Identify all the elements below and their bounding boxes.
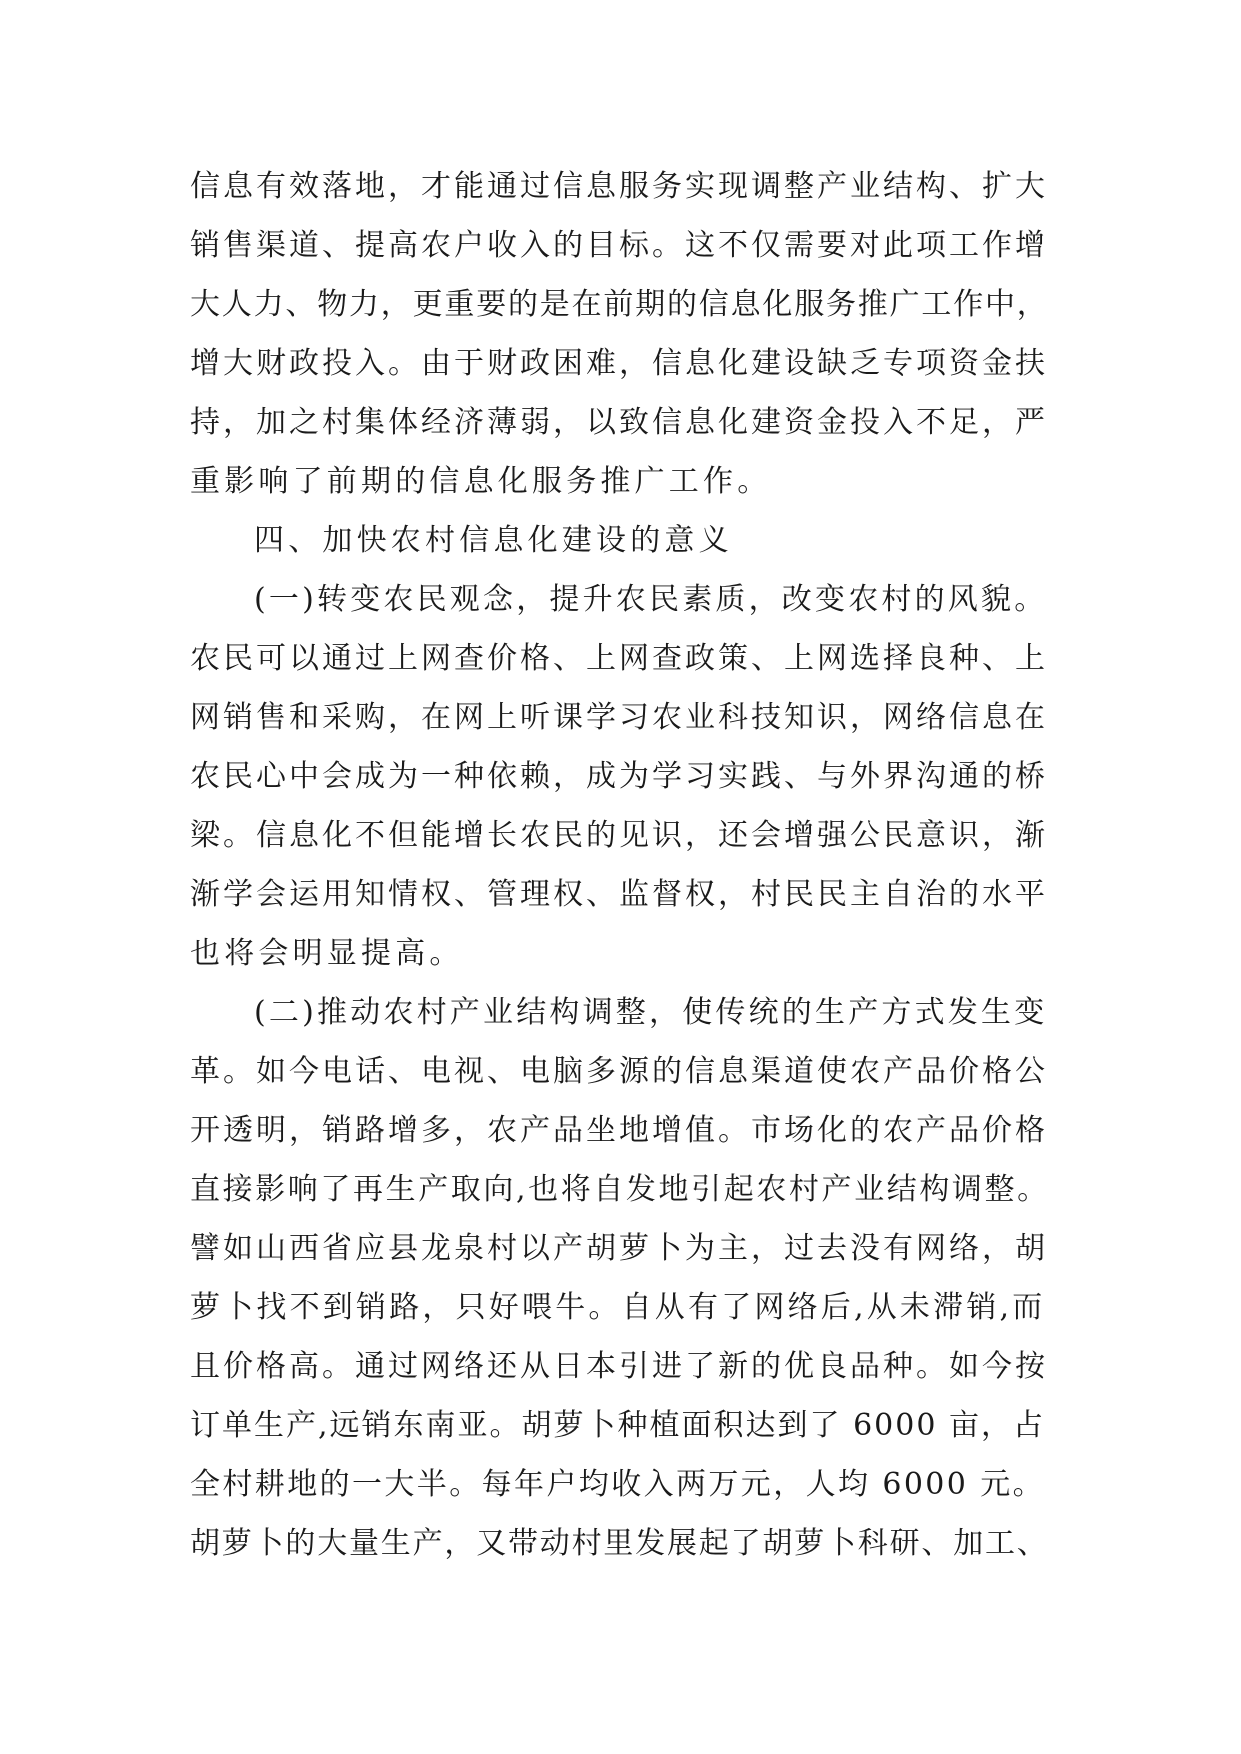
text-line: 革。如今电话、电视、电脑多源的信息渠道使农产品价格公 — [190, 1054, 1048, 1089]
text-line: 农民可以通过上网查价格、上网查政策、上网选择良种、上 — [190, 641, 1048, 676]
text-line: 且价格高。通过网络还从日本引进了新的优良品种。如今按 — [190, 1349, 1048, 1384]
text-line: 增大财政投入。由于财政困难，信息化建设缺乏专项资金扶 — [190, 346, 1048, 381]
body-text — [190, 157, 1050, 1573]
paragraph-start-line: 四、加快农村信息化建设的意义 — [254, 523, 733, 558]
paragraph-start-line: (一)转变农民观念，提升农民素质，改变农村的风貌。 — [254, 582, 1048, 617]
text-line: 大人力、物力，更重要的是在前期的信息化服务推广工作中， — [190, 287, 1049, 322]
text-line: 梁。信息化不但能增长农民的见识，还会增强公民意识，渐 — [190, 818, 1048, 853]
text-line: 重影响了前期的信息化服务推广工作。 — [190, 464, 772, 499]
text-line: 信息有效落地，才能通过信息服务实现调整产业结构、扩大 — [190, 169, 1048, 204]
text-line: 农民心中会成为一种依赖，成为学习实践、与外界沟通的桥 — [190, 759, 1048, 794]
text-line: 网销售和采购，在网上听课学习农业科技知识，网络信息在 — [190, 700, 1048, 735]
text-line: 销售渠道、提高农户收入的目标。这不仅需要对此项工作增 — [190, 228, 1048, 263]
text-line: 全村耕地的一大半。每年户均收入两万元，人均 6000 元。 — [190, 1467, 1046, 1502]
text-line: 持，加之村集体经济薄弱，以致信息化建资金投入不足，严 — [190, 405, 1048, 440]
text-line: 渐学会运用知情权、管理权、监督权，村民民主自治的水平 — [190, 877, 1048, 912]
paragraph-start-line: (二)推动农村产业结构调整，使传统的生产方式发生变 — [254, 995, 1048, 1030]
text-line: 订单生产,远销东南亚。胡萝卜种植面积达到了 6000 亩，占 — [190, 1408, 1045, 1443]
text-line: 也将会明显提高。 — [190, 936, 464, 971]
text-line: 譬如山西省应县龙泉村以产胡萝卜为主，过去没有网络，胡 — [190, 1231, 1048, 1266]
text-line: 开透明，销路增多，农产品坐地增值。市场化的农产品价格 — [190, 1113, 1048, 1148]
text-line: 胡萝卜的大量生产，又带动村里发展起了胡萝卜科研、加工、 — [190, 1526, 1049, 1561]
text-line: 萝卜找不到销路，只好喂牛。自从有了网络后,从未滞销,而 — [190, 1290, 1046, 1325]
text-line: 直接影响了再生产取向,也将自发地引起农村产业结构调整。 — [190, 1172, 1050, 1207]
